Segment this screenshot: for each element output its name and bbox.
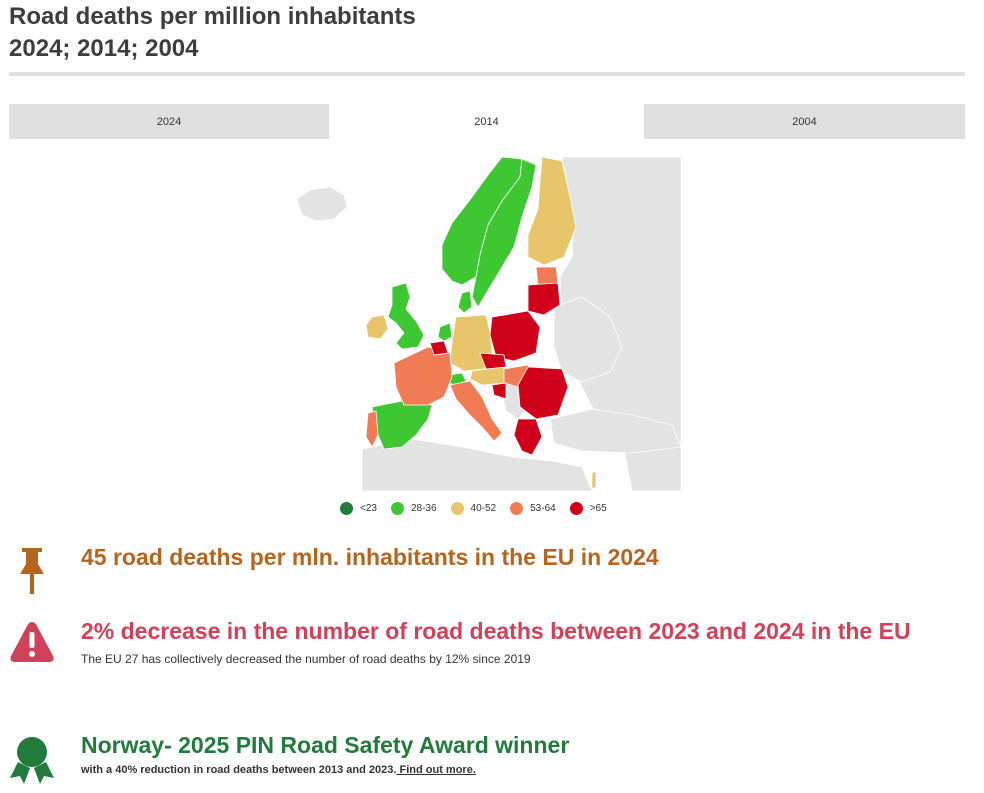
fact-headline: 45 road deaths per mln. inhabitants in the EU in 2024: [81, 544, 659, 570]
region-poland: [490, 311, 540, 361]
legend-dot-lt23: [340, 502, 353, 515]
legend-item-40-52: [451, 502, 497, 515]
fact-detail: The EU 27 has collectively decreased the number of road deaths by 12% since 2019: [81, 652, 531, 666]
fact-eu-rate-text: [81, 544, 961, 570]
fact-headline: 2% decrease in the number of road deaths between 2023 and 2024 in the EU: [81, 618, 911, 644]
page-header: [9, 0, 965, 64]
legend-item-gt65: [570, 502, 607, 515]
fact-detail-text: with a 40% reduction in road deaths between 2013 and 2023.: [81, 764, 397, 776]
legend-label: <23: [360, 502, 377, 514]
region-cyprus: [592, 471, 596, 489]
tab-2004[interactable]: 2004: [792, 115, 817, 128]
legend-dot-28-36: [391, 502, 404, 515]
pushpin-icon: [8, 548, 56, 601]
award-ribbon-icon: [8, 734, 56, 789]
fact-award-text: [81, 732, 961, 776]
find-out-more-link[interactable]: Find out more.: [396, 764, 476, 776]
page-subtitle: 2024; 2014; 2004: [9, 35, 199, 62]
legend-item-28-36: [391, 502, 437, 515]
map-legend: [340, 500, 621, 516]
legend-label: 53-64: [530, 502, 556, 514]
legend-dot-53-64: [510, 502, 523, 515]
tab-2014[interactable]: 2014: [329, 104, 644, 139]
fact-headline: Norway- 2025 PIN Road Safety Award winner: [81, 732, 570, 758]
europe-map: [292, 157, 681, 491]
legend-item-53-64: [510, 502, 556, 515]
warning-icon: [8, 618, 56, 671]
fact-eu-decrease-text: [81, 618, 961, 666]
header-divider: [9, 72, 965, 76]
region-estonia: [536, 267, 558, 285]
legend-label: >65: [589, 502, 607, 514]
legend-label: 40-52: [470, 502, 497, 514]
legend-label: 28-36: [410, 502, 437, 514]
page-title: Road deaths per million inhabitants: [9, 3, 416, 30]
tab-2024[interactable]: 2024: [156, 115, 182, 128]
legend-item-lt23: [340, 502, 377, 515]
legend-dot-40-52: [451, 502, 464, 515]
year-tabs: [9, 104, 965, 139]
fact-detail: [81, 764, 961, 776]
legend-dot-gt65: [570, 502, 583, 515]
europe-map-svg: [292, 157, 681, 491]
